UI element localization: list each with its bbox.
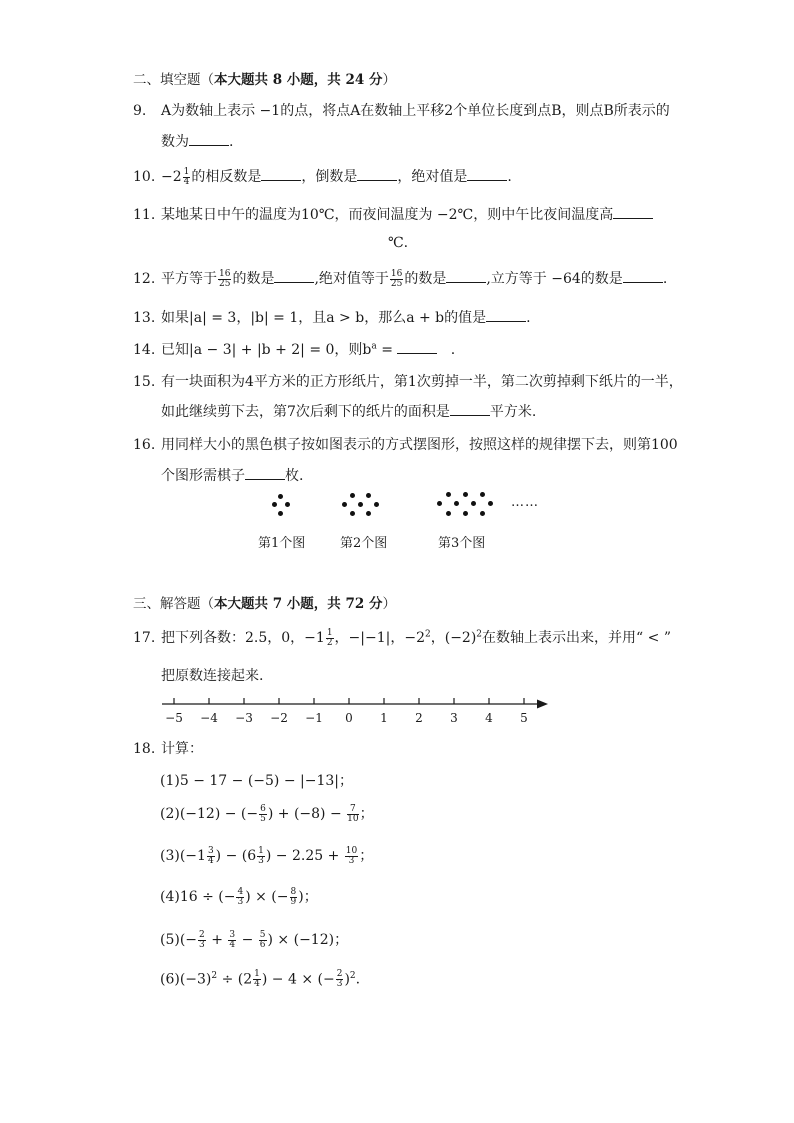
fraction: $\frac{10}{3}$	[345, 845, 358, 866]
question-18	[133, 738, 203, 758]
question-text: 平方米.	[489, 404, 537, 420]
chess-piece	[358, 502, 363, 507]
question-9-line2	[161, 131, 233, 151]
chess-piece	[342, 502, 347, 507]
fraction: $\frac{4}{3}$	[237, 886, 244, 907]
chess-piece	[446, 492, 451, 497]
figure-2-caption: 第2个图	[340, 536, 388, 551]
chess-piece	[366, 511, 371, 516]
chess-piece	[471, 501, 476, 506]
section-2-info: 本大题共 8 小题，共 24 分	[214, 72, 383, 88]
answer-blank	[450, 403, 490, 416]
section-3-prefix: 三、解答题（	[133, 596, 214, 612]
chess-piece	[480, 492, 485, 497]
answer-blank	[446, 270, 486, 283]
fraction: $\frac{1}{3}$	[258, 845, 264, 866]
question-number: 10.	[133, 169, 156, 185]
question-text: .	[507, 169, 512, 185]
calc-item-4: (4)16 ÷ (− $\frac{4}{3}$ ) × (− $\frac{8}{9}$ )；	[160, 886, 318, 907]
chess-piece	[463, 511, 468, 516]
section-3-suffix: ）	[382, 596, 396, 612]
chess-piece	[272, 502, 277, 507]
question-text: 计算：	[161, 741, 203, 757]
number-line-tick-label: −5	[165, 711, 183, 725]
question-text: ,绝对值等于	[314, 271, 389, 287]
number-line-tick-label: −2	[270, 711, 288, 725]
chess-piece	[437, 501, 442, 506]
calc-item-2: (2)(−12) − (− $\frac{6}{5}$ ) + (−8) − $\frac{7}{10}$ ；	[160, 803, 374, 824]
chess-piece	[454, 501, 459, 506]
question-text: .	[450, 342, 456, 358]
calc-item-1: (1)5 − 17 − (−5) − |−13|；	[160, 773, 353, 789]
calc-item-5: (5)(− $\frac{2}{3}$ + $\frac{3}{4}$ − $\frac{5}{6}$ ) × (−12)；	[160, 929, 349, 950]
question-text: 枚.	[285, 468, 304, 484]
answer-blank	[261, 168, 301, 181]
fraction: $\frac{2}{3}$	[199, 929, 205, 950]
question-text: 的数是	[232, 271, 275, 287]
chess-piece	[278, 494, 283, 499]
question-16-line2	[161, 465, 303, 485]
question-16	[133, 434, 678, 454]
question-number: 14.	[133, 342, 156, 358]
question-text: 数为	[161, 134, 189, 150]
question-text: 如此继续剪下去，第7次后剩下的纸片的面积是	[161, 404, 450, 420]
number-line-labels	[150, 711, 560, 727]
fraction: $\frac{3}{4}$	[229, 929, 236, 950]
chess-piece	[374, 502, 379, 507]
question-text: =	[376, 342, 398, 358]
question-9	[133, 100, 670, 120]
question-text: .	[662, 271, 668, 287]
question-10	[133, 166, 512, 187]
question-text: 的数是	[404, 271, 447, 287]
question-text: ，(−2)	[430, 630, 477, 646]
number-line-tick-label: 2	[415, 711, 423, 725]
section-2-heading	[133, 68, 396, 88]
question-text: 的相反数是	[191, 169, 262, 185]
question-text: 把下列各数：2.5，0，−1	[161, 630, 325, 646]
question-text: A为数轴上表示 −1的点，将点A在数轴上平移2个单位长度到点B，则点B所表示的	[161, 103, 670, 119]
chess-piece	[463, 492, 468, 497]
figure-ellipsis: ……	[511, 495, 539, 510]
fraction: $\frac{16}{25}$	[219, 268, 231, 289]
question-text: 有一块面积为4平方米的正方形纸片，第1次剪掉一半，第二次剪掉剩下纸片的一半，	[161, 374, 683, 390]
fraction: $\frac{7}{10}$	[347, 803, 359, 824]
question-17	[133, 627, 671, 648]
question-text: .	[229, 134, 234, 150]
fraction: $\frac{3}{4}$	[207, 845, 214, 866]
number-line-tick-label: −3	[235, 711, 253, 725]
section-2-prefix: 二、填空题（	[133, 72, 214, 88]
question-13	[133, 307, 531, 327]
number-line-tick-label: −1	[305, 711, 323, 725]
question-text: 如果|a| = 3，|b| = 1，且a > b，那么a + b的值是	[161, 310, 487, 326]
fraction: $\frac{1}{4}$	[254, 969, 260, 989]
fraction: $\frac{8}{9}$	[290, 886, 297, 907]
question-text: ，绝对值是	[397, 169, 468, 185]
question-12	[133, 268, 667, 289]
question-text: ，倒数是	[301, 169, 358, 185]
number-line-tick-label: 4	[485, 711, 493, 725]
question-text: ，−|−1|，−2	[334, 630, 425, 646]
answer-blank	[397, 341, 437, 354]
number-line-arrow	[537, 700, 548, 709]
chess-piece	[350, 511, 355, 516]
question-text: 已知|a − 3| + |b + 2| = 0，则b	[161, 342, 372, 358]
question-number: 12.	[133, 271, 156, 287]
chess-piece	[278, 511, 283, 516]
question-number: 9.	[133, 103, 147, 119]
answer-blank	[357, 168, 397, 181]
exponent: a	[371, 341, 377, 352]
answer-blank	[623, 270, 663, 283]
answer-blank	[467, 168, 507, 181]
question-number: 13.	[133, 310, 156, 326]
fraction: $\frac{6}{5}$	[260, 803, 266, 824]
calc-item-3: (3)(−1 $\frac{3}{4}$ ) − (6 $\frac{1}{3}$ ) − 2.25 + $\frac{10}{3}$ ；	[160, 845, 374, 866]
fraction: $\frac{5}{6}$	[259, 929, 266, 950]
question-11	[133, 204, 653, 224]
number-line-ticks	[174, 698, 524, 704]
number-line-tick-label: 3	[450, 711, 458, 725]
answer-blank	[274, 270, 314, 283]
calc-item-6: $(6)(-3)^2 \div (2$ $\frac{1}{4}$ ) − 4 × (− $\frac{2}{3}$ )$^2$.	[160, 969, 361, 989]
chess-piece	[488, 501, 493, 506]
section-2-suffix: ）	[382, 72, 396, 88]
section-3-heading	[133, 592, 396, 612]
answer-blank	[486, 309, 526, 322]
number-line-tick-label: 5	[520, 711, 528, 725]
number-line-tick-label: 1	[380, 711, 388, 725]
question-11-unit: ℃.	[388, 235, 409, 251]
question-17-line2: 把原数连接起来.	[161, 668, 264, 684]
question-text: ,立方等于 −64的数是	[486, 271, 623, 287]
question-text: 某地某日中午的温度为10℃，而夜间温度为 −2℃，则中午比夜间温度高	[161, 207, 614, 223]
question-14	[133, 339, 455, 359]
answer-blank	[245, 467, 285, 480]
question-text: 平方等于	[161, 271, 217, 287]
fraction: $\frac{2}{3}$	[336, 969, 343, 989]
question-15	[133, 371, 683, 391]
answer-blank	[613, 206, 653, 219]
chess-piece	[366, 493, 371, 498]
exponent: 2	[425, 629, 431, 640]
mixed-number-whole: −2	[161, 169, 182, 185]
question-text: 个图形需棋子	[161, 468, 245, 484]
question-text: .	[526, 310, 531, 326]
chess-piece	[480, 511, 485, 516]
question-number: 17.	[133, 630, 156, 646]
exponent: 2	[476, 629, 483, 640]
figure-3-caption: 第3个图	[438, 536, 486, 551]
question-number: 15.	[133, 374, 156, 390]
question-number: 11.	[133, 207, 156, 223]
chess-piece	[350, 493, 355, 498]
question-text: 用同样大小的黑色棋子按如图表示的方式摆图形，按照这样的规律摆下去，则第100	[161, 437, 678, 453]
section-3-info: 本大题共 7 小题，共 72 分	[214, 596, 383, 612]
question-text: 在数轴上表示出来，并用“ < ”	[482, 630, 671, 646]
question-number: 18.	[133, 741, 156, 757]
fraction: $\frac{1}{2}$	[326, 627, 333, 648]
number-line-tick-label: 0	[345, 711, 353, 725]
chess-piece	[285, 502, 290, 507]
fraction: $\frac{1}{4}$	[183, 166, 190, 187]
chess-piece	[446, 511, 451, 516]
question-15-line2	[161, 401, 536, 421]
fraction: $\frac{16}{25}$	[390, 268, 403, 289]
number-line-tick-label: −4	[200, 711, 218, 725]
question-number: 16.	[133, 437, 156, 453]
figure-1-caption: 第1个图	[258, 536, 306, 551]
answer-blank	[189, 133, 229, 146]
